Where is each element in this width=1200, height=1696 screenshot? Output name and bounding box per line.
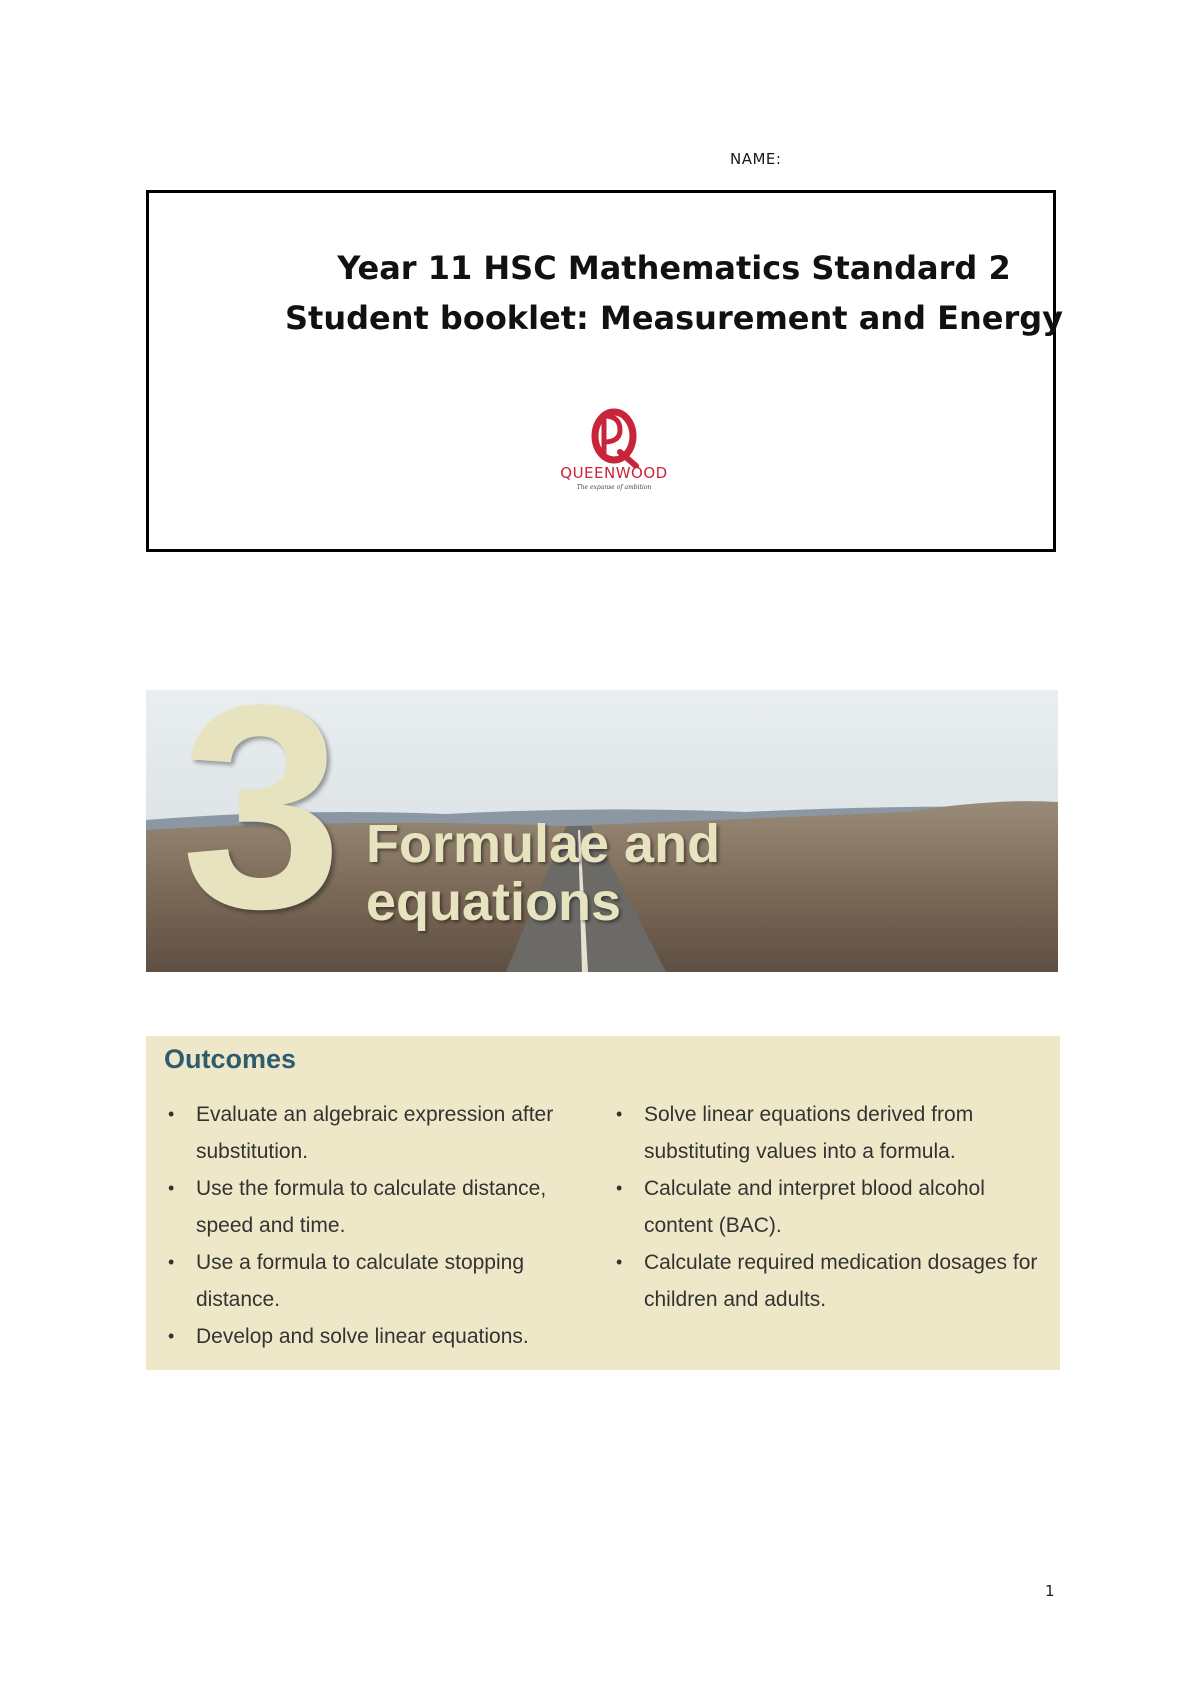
list-item: • Calculate and interpret blood alcohol content (BAC).: [614, 1170, 1054, 1244]
outcomes-left-list: [166, 1096, 586, 1355]
bullet-icon: •: [168, 1178, 175, 1198]
logo-tagline: The expanse of ambition: [576, 484, 652, 491]
bullet-icon: •: [616, 1252, 623, 1272]
outcomes-heading: Outcomes: [164, 1044, 297, 1074]
list-item: • Use a formula to calculate stopping distance.: [166, 1244, 586, 1318]
list-item: • Use the formula to calculate distance, speed and time.: [166, 1170, 586, 1244]
name-label: NAME:: [730, 150, 782, 168]
bullet-icon: •: [616, 1178, 623, 1198]
outcomes-panel: [146, 1036, 1060, 1370]
list-item: • Evaluate an algebraic expression after substitution.: [166, 1096, 586, 1170]
list-item: • Develop and solve linear equations.: [166, 1318, 586, 1355]
queenwood-crest-icon: [534, 408, 694, 468]
bullet-icon: •: [168, 1104, 175, 1124]
bullet-icon: •: [168, 1326, 175, 1346]
chapter-banner: [146, 690, 1058, 972]
list-item: • Solve linear equations derived from substituting values into a formula.: [614, 1096, 1054, 1170]
queenwood-logo: [534, 408, 694, 498]
logo-wordmark: QUEENWOOD: [560, 464, 668, 482]
bullet-icon: •: [168, 1252, 175, 1272]
booklet-title: Year 11 HSC Mathematics Standard 2 Student booklet: Measurement and Energy: [284, 249, 1064, 337]
list-item: • Calculate required medication dosages for children and adults.: [614, 1244, 1054, 1318]
title-box: [146, 190, 1064, 552]
chapter-title: Formulae and equations: [366, 814, 721, 932]
chapter-number: 3: [181, 690, 333, 969]
bullet-icon: •: [616, 1104, 623, 1124]
outcomes-right-list: [614, 1096, 1054, 1318]
page-number: 1: [1045, 1582, 1055, 1600]
